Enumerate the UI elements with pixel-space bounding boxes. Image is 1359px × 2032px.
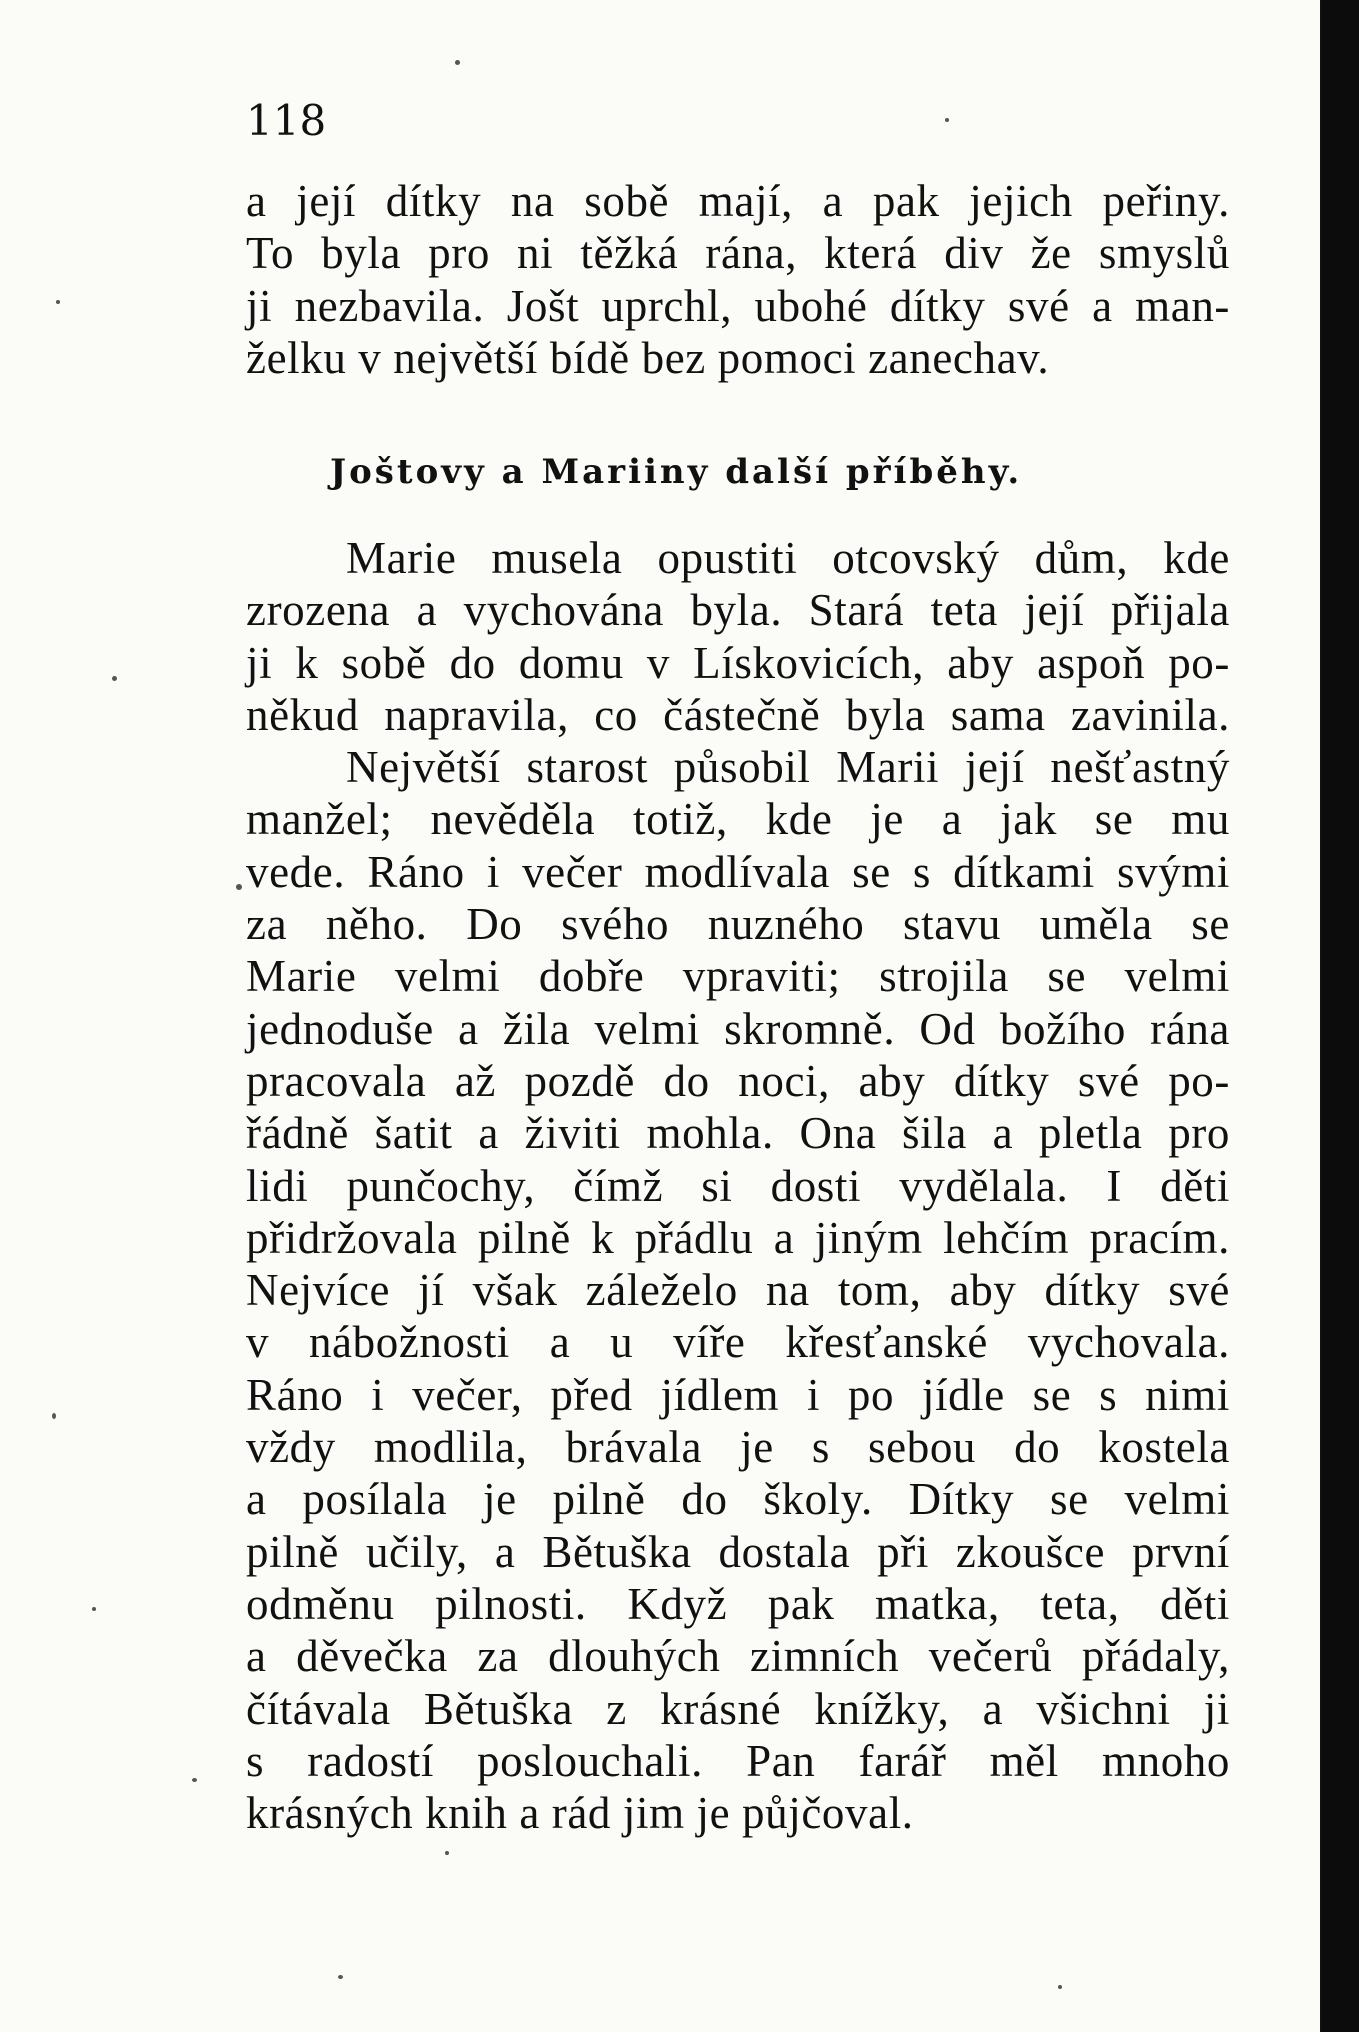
text-line: zrozena a vychována byla. Stará teta její přijala bbox=[246, 585, 1230, 636]
paper-speck bbox=[236, 884, 242, 890]
paper-speck bbox=[52, 1413, 56, 1419]
paper-speck bbox=[56, 300, 60, 304]
text-line: v nábožnosti a u víře křesťanské vychovala. bbox=[246, 1317, 1230, 1368]
text-line: vždy modlila, brávala je s sebou do kostela bbox=[246, 1422, 1230, 1473]
paper-speck bbox=[1058, 1985, 1062, 1989]
text-line: krásných knih a rád jim je půjčoval. bbox=[246, 1788, 914, 1839]
section-heading: Joštovy a Mariiny další příběhy. bbox=[330, 452, 1023, 492]
text-line: vede. Ráno i večer modlívala se s dítkami svými bbox=[246, 846, 1230, 897]
paper-speck bbox=[192, 1778, 197, 1782]
page-number: 118 bbox=[246, 96, 327, 145]
opening-paragraph bbox=[246, 175, 1230, 384]
paper-speck bbox=[445, 1851, 449, 1855]
text-line: a děvečka za dlouhých zimních večerů přádaly, bbox=[246, 1631, 1230, 1682]
text-line: manžel; nevěděla totiž, kde je a jak se mu bbox=[246, 794, 1230, 845]
text-line: a posílala je pilně do školy. Dítky se velmi bbox=[246, 1474, 1230, 1525]
text-line: pracovala až pozdě do noci, aby dítky své po- bbox=[246, 1055, 1230, 1106]
text-line: za něho. Do svého nuzného stavu uměla se bbox=[246, 899, 1230, 950]
text-line: ji nezbavila. Jošt uprchl, ubohé dítky své a man- bbox=[246, 280, 1230, 331]
text-line: Nejvíce jí však záleželo na tom, aby dítky své bbox=[246, 1265, 1230, 1316]
text-line: želku v největší bídě bez pomoci zanechav. bbox=[246, 332, 1050, 383]
text-line: ji k sobě do domu v Lískovicích, aby aspoň po- bbox=[246, 637, 1230, 688]
text-line: pilně učily, a Bětuška dostala při zkoušce první bbox=[246, 1526, 1230, 1577]
paper-speck bbox=[112, 676, 117, 681]
paper-speck bbox=[455, 60, 460, 65]
text-line: řádně šatit a živiti mohla. Ona šila a pletla pro bbox=[246, 1108, 1230, 1159]
text-line: To byla pro ni těžká rána, která div že smyslů bbox=[246, 228, 1230, 279]
body-text bbox=[246, 532, 1230, 1839]
paper-speck bbox=[945, 118, 949, 122]
paper-speck bbox=[338, 1975, 343, 1979]
text-line: Marie velmi dobře vpraviti; strojila se velmi bbox=[246, 951, 1230, 1002]
text-line: Největší starost působil Marii její nešťastný bbox=[346, 742, 1230, 793]
text-line: Ráno i večer, před jídlem i po jídle se s nimi bbox=[246, 1369, 1230, 1420]
text-line: s radostí poslouchali. Pan farář měl mnoho bbox=[246, 1735, 1230, 1786]
paper-speck bbox=[92, 1607, 96, 1611]
text-line: čítávala Bětuška z krásné knížky, a všichni ji bbox=[246, 1683, 1230, 1734]
text-line: přidržovala pilně k přádlu a jiným lehčím pracím. bbox=[246, 1212, 1230, 1263]
text-line: Marie musela opustiti otcovský dům, kde bbox=[346, 533, 1230, 583]
text-line: odměnu pilnosti. Když pak matka, teta, děti bbox=[246, 1578, 1230, 1629]
text-line: jednoduše a žila velmi skromně. Od božího rána bbox=[246, 1003, 1230, 1054]
text-line: a její dítky na sobě mají, a pak jejich peřiny. bbox=[246, 176, 1230, 226]
text-line: někud napravila, co částečně byla sama zavinila. bbox=[246, 689, 1230, 740]
page-edge-shadow bbox=[1322, 0, 1359, 2032]
text-line: lidi punčochy, čímž si dosti vydělala. I děti bbox=[246, 1160, 1230, 1211]
